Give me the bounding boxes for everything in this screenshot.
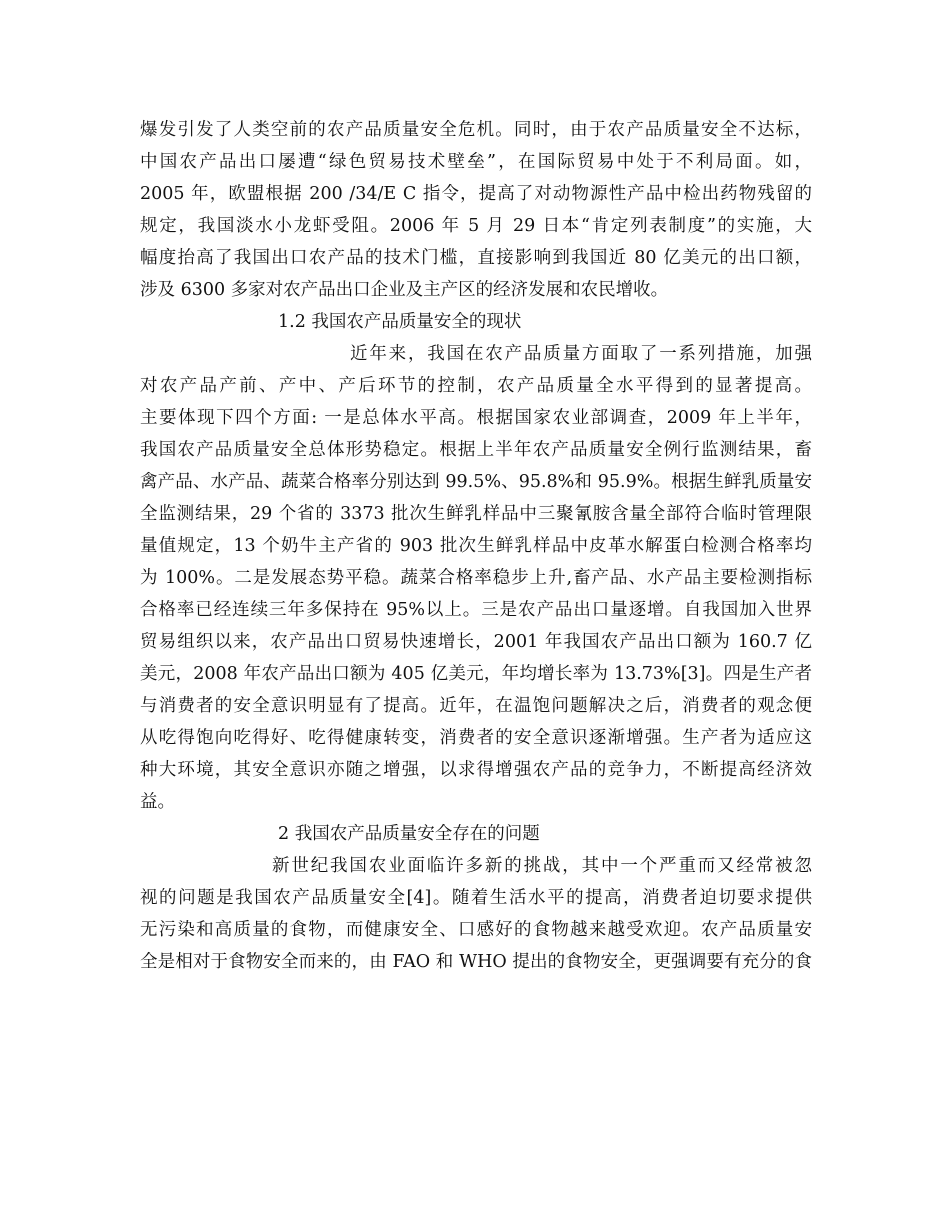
text-line: 美元，2008 年农产品出口额为 405 亿美元，年均增长率为 13.73%[3]。四是生产者 xyxy=(140,664,812,684)
text-line: 全是相对于食物安全而来的，由 FAO 和 WHO 提出的食物安全，更强调要有充分的食 xyxy=(140,952,812,972)
text-line: 贸易组织以来，农产品出口贸易快速增长，2001 年我国农产品出口额为 160.7 亿 xyxy=(140,632,812,652)
text-line: 新世纪我国农业面临许多新的挑战，其中一个严重而又经常被忽 xyxy=(272,856,812,876)
text-line: 对农产品产前、产中、产后环节的控制，农产品质量全水平得到的显著提高。 xyxy=(140,376,812,396)
text-line: 2005 年，欧盟根据 200 /34/E C 指令，提高了对动物源性产品中检出药物残留的 xyxy=(140,184,812,204)
document-body xyxy=(140,114,812,978)
text-line: 种大环境，其安全意识亦随之增强，以求得增强农产品的竞争力，不断提高经济效 xyxy=(140,760,812,780)
paragraph-problems xyxy=(140,850,812,978)
text-line: 无污染和高质量的食物，而健康安全、口感好的食物越来越受欢迎。农产品质量安 xyxy=(140,920,812,940)
text-line: 从吃得饱向吃得好、吃得健康转变，消费者的安全意识逐渐增强。生产者为适应这 xyxy=(140,728,812,748)
paragraph-status xyxy=(140,338,812,818)
text-line: 合格率已经连续三年多保持在 95%以上。三是农产品出口量逐增。自我国加入世界 xyxy=(140,600,812,620)
text-line: 全监测结果，29 个省的 3373 批次生鲜乳样品中三聚氰胺含量全部符合临时管理限 xyxy=(140,504,812,524)
paragraph-intro xyxy=(140,114,812,306)
text-line: 量值规定，13 个奶牛主产省的 903 批次生鲜乳样品中皮革水解蛋白检测合格率均 xyxy=(140,536,812,556)
text-line: 益。 xyxy=(140,792,175,812)
text-line: 涉及 6300 多家对农产品出口企业及主产区的经济发展和农民增收。 xyxy=(140,280,669,300)
text-line: 幅度抬高了我国出口农产品的技术门槛，直接影响到我国近 80 亿美元的出口额， xyxy=(140,248,812,268)
section-heading-2: 2 我国农产品质量安全存在的问题 xyxy=(278,824,540,844)
text-line: 为 100%。二是发展态势平稳。蔬菜合格率稳步上升,畜产品、水产品主要检测指标 xyxy=(140,568,812,588)
text-line: 规定，我国淡水小龙虾受阻。2006 年 5 月 29 日本“肯定列表制度”的实施，大 xyxy=(140,216,812,236)
text-line: 与消费者的安全意识明显有了提高。近年，在温饱问题解决之后，消费者的观念便 xyxy=(140,696,812,716)
text-line: 中国农产品出口屡遭“绿色贸易技术壁垒”，在国际贸易中处于不利局面。如， xyxy=(140,152,812,172)
text-line: 我国农产品质量安全总体形势稳定。根据上半年农产品质量安全例行监测结果，畜 xyxy=(140,440,812,460)
text-line: 禽产品、水产品、蔬菜合格率分别达到 99.5%、95.8%和 95.9%。根据生鲜乳质量安 xyxy=(140,472,812,492)
text-line: 视的问题是我国农产品质量安全[4]。随着生活水平的提高，消费者迫切要求提供 xyxy=(140,888,812,908)
section-heading-1-2: 1.2 我国农产品质量安全的现状 xyxy=(278,312,522,332)
text-line: 近年来，我国在农产品质量方面取了一系列措施，加强 xyxy=(350,344,812,364)
text-line: 爆发引发了人类空前的农产品质量安全危机。同时，由于农产品质量安全不达标， xyxy=(140,120,812,140)
text-line: 主要体现下四个方面: 一是总体水平高。根据国家农业部调查，2009 年上半年， xyxy=(140,408,812,428)
